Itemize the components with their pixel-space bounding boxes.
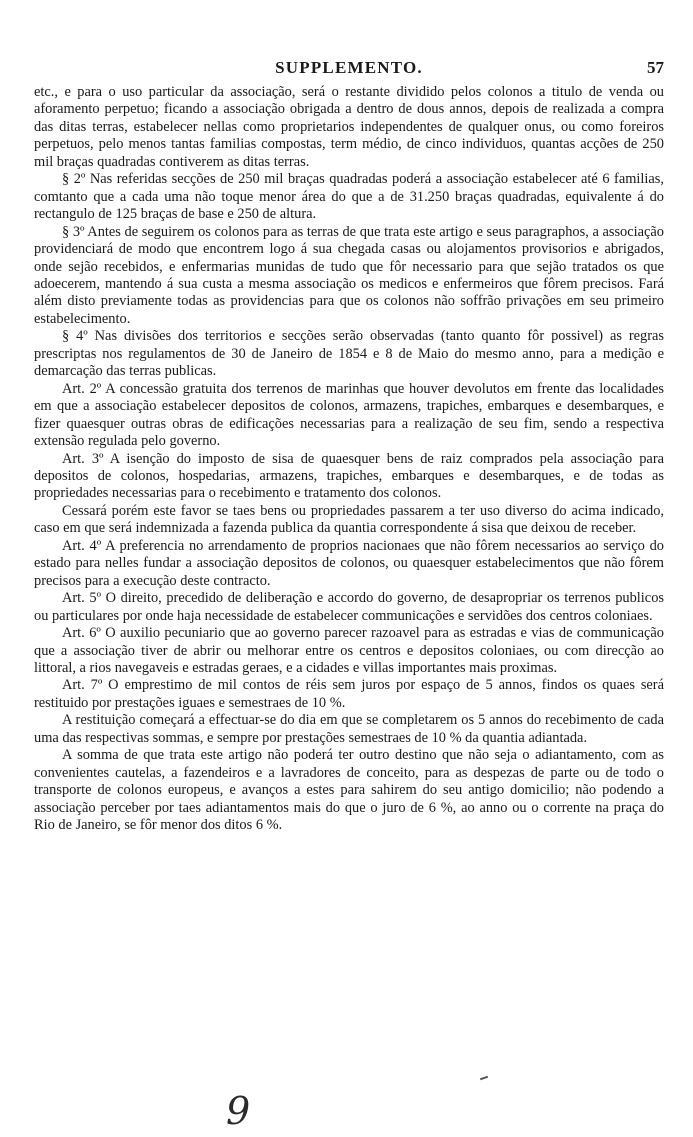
paragraph-article-3: Art. 3º A isenção do imposto de sisa de quaesquer bens de raiz comprados pela associação para depositos de colonos, hospedarias, armazens, trapiches, embarques e desembarques, e de todas as propriedades necessarias para o recebimento e tratamento dos colonos. <box>34 450 664 502</box>
paragraph-article-6: Art. 6º O auxilio pecuniario que ao governo parecer razoavel para as estradas e vias de communicação que a associação tiver de abrir ou melhorar entre os centros e depositos coloniaes, ou com direcção ao littoral, a rios navegaveis e estradas geraes, e a cidades e villas importantes mais proximas. <box>34 625 664 676</box>
paragraph-article-5: Art. 5º O direito, precedido de deliberação e accordo do governo, de desapropriar os terrenos publicos ou particulares por onde haja necessidade de estabelecer communicações e servidões dos centros coloniaes. <box>34 590 664 624</box>
paragraph-article-7-restitution: A restituição começará a effectuar-se do dia em que se completarem os 5 annos do recebimento de cada uma das respectivas sommas, e sempre por prestações semestraes de 10 % da quantia adiantada. <box>34 712 664 746</box>
paragraph-article-2: Art. 2º A concessão gratuita dos terrenos de marinhas que houver devolutos em frente das localidades em que a associação estabelecer depositos de colonos, armazens, trapiches, embarques e desembarques, e fizer quaesquer outras obras de edificações necessarias para a realização de seu fim, sendo a respectiva extensão regulada pelo governo. <box>34 380 664 450</box>
document-page <box>34 58 664 834</box>
running-head <box>34 58 664 84</box>
paragraph-article-7-usage: A somma de que trata este artigo não poderá ter outro destino que não seja o adiantamento, com as convenientes cautelas, a fazendeiros e a lavradores de conceito, para as despezas de parte ou de todo o transporte de colonos europeus, e avanços a estes para sahirem do seu antigo domicilio; não podendo a associação perceber por taes adiantamentos mais do que o juro de 6 %, ao anno ou o corrente na praça do Rio de Janeiro, se fôr menor dos ditos 6 %. <box>34 747 664 834</box>
handwritten-page-mark: 9 <box>226 1089 251 1133</box>
page-title: SUPPLEMENTO. <box>275 58 423 77</box>
stray-ink-mark <box>480 1076 488 1081</box>
body-text <box>34 84 664 834</box>
paragraph-article-4: Art. 4º A preferencia no arrendamento de proprios nacionaes que não fôrem necessarios ao serviço do estado para nelles fundar a associação depositos de colonos, ou quaesquer estabelecimentos que não fôrem precisos para a execução deste contracto. <box>34 537 664 589</box>
paragraph-continuation: etc., e para o uso particular da associação, será o restante dividido pelos colonos a titulo de venda ou aforamento perpetuo; ficando a associação obrigada a dentro de dous annos, depois de realizada a compra das ditas terras, estabelecer nellas como proprietarios independentes de qualquer onus, ou como foreiros perpetuos, pelo menos tantas familias compostas, term médio, de cinco individuos, quantas acções de 250 mil braças quadradas contiverem as ditas terras. <box>34 84 664 170</box>
paragraph-section-4: § 4º Nas divisões dos territorios e secções serão observadas (tanto quanto fôr possivel) as regras prescriptas nos regulamentos de 30 de Janeiro de 1854 e 8 de Maio do mesmo anno, para a medição e demarcação das terras publicas. <box>34 328 664 380</box>
paragraph-article-3-proviso: Cessará porém este favor se taes bens ou propriedades passarem a ter uso diverso do acima indicado, caso em que será indemnizada a fazenda publica da quantia correspondente á sisa que deixou de receber. <box>34 502 664 537</box>
paragraph-section-2: § 2º Nas referidas secções de 250 mil braças quadradas poderá a associação estabelecer até 6 familias, comtanto que a cada uma não toque menor área do que a de 31.250 braças quadradas, equivalente á do rectangulo de 125 braças de base e 250 de altura. <box>34 171 664 223</box>
paragraph-section-3: § 3º Antes de seguirem os colonos para as terras de que trata este artigo e seus paragraphos, a associação providenciará de modo que encontrem logo á sua chegada casas ou alojamentos provisorios e abrigados, onde sejão recebidos, e enfermarias munidas de tudo que fôr necessario para que sejão tratados os que adoecerem, mantendo á sua custa a mesma associação os medicos e enfermeiros que fôrem precisos. Fará além disto previamente todas as providencias para que os colonos não soffrão privações em seu primeiro estabelecimento. <box>34 223 664 327</box>
paragraph-article-7: Art. 7º O emprestimo de mil contos de réis sem juros por espaço de 5 annos, findos os quaes será restituido por prestações iguaes e semestraes de 10 %. <box>34 677 664 711</box>
page-number: 57 <box>647 58 664 77</box>
